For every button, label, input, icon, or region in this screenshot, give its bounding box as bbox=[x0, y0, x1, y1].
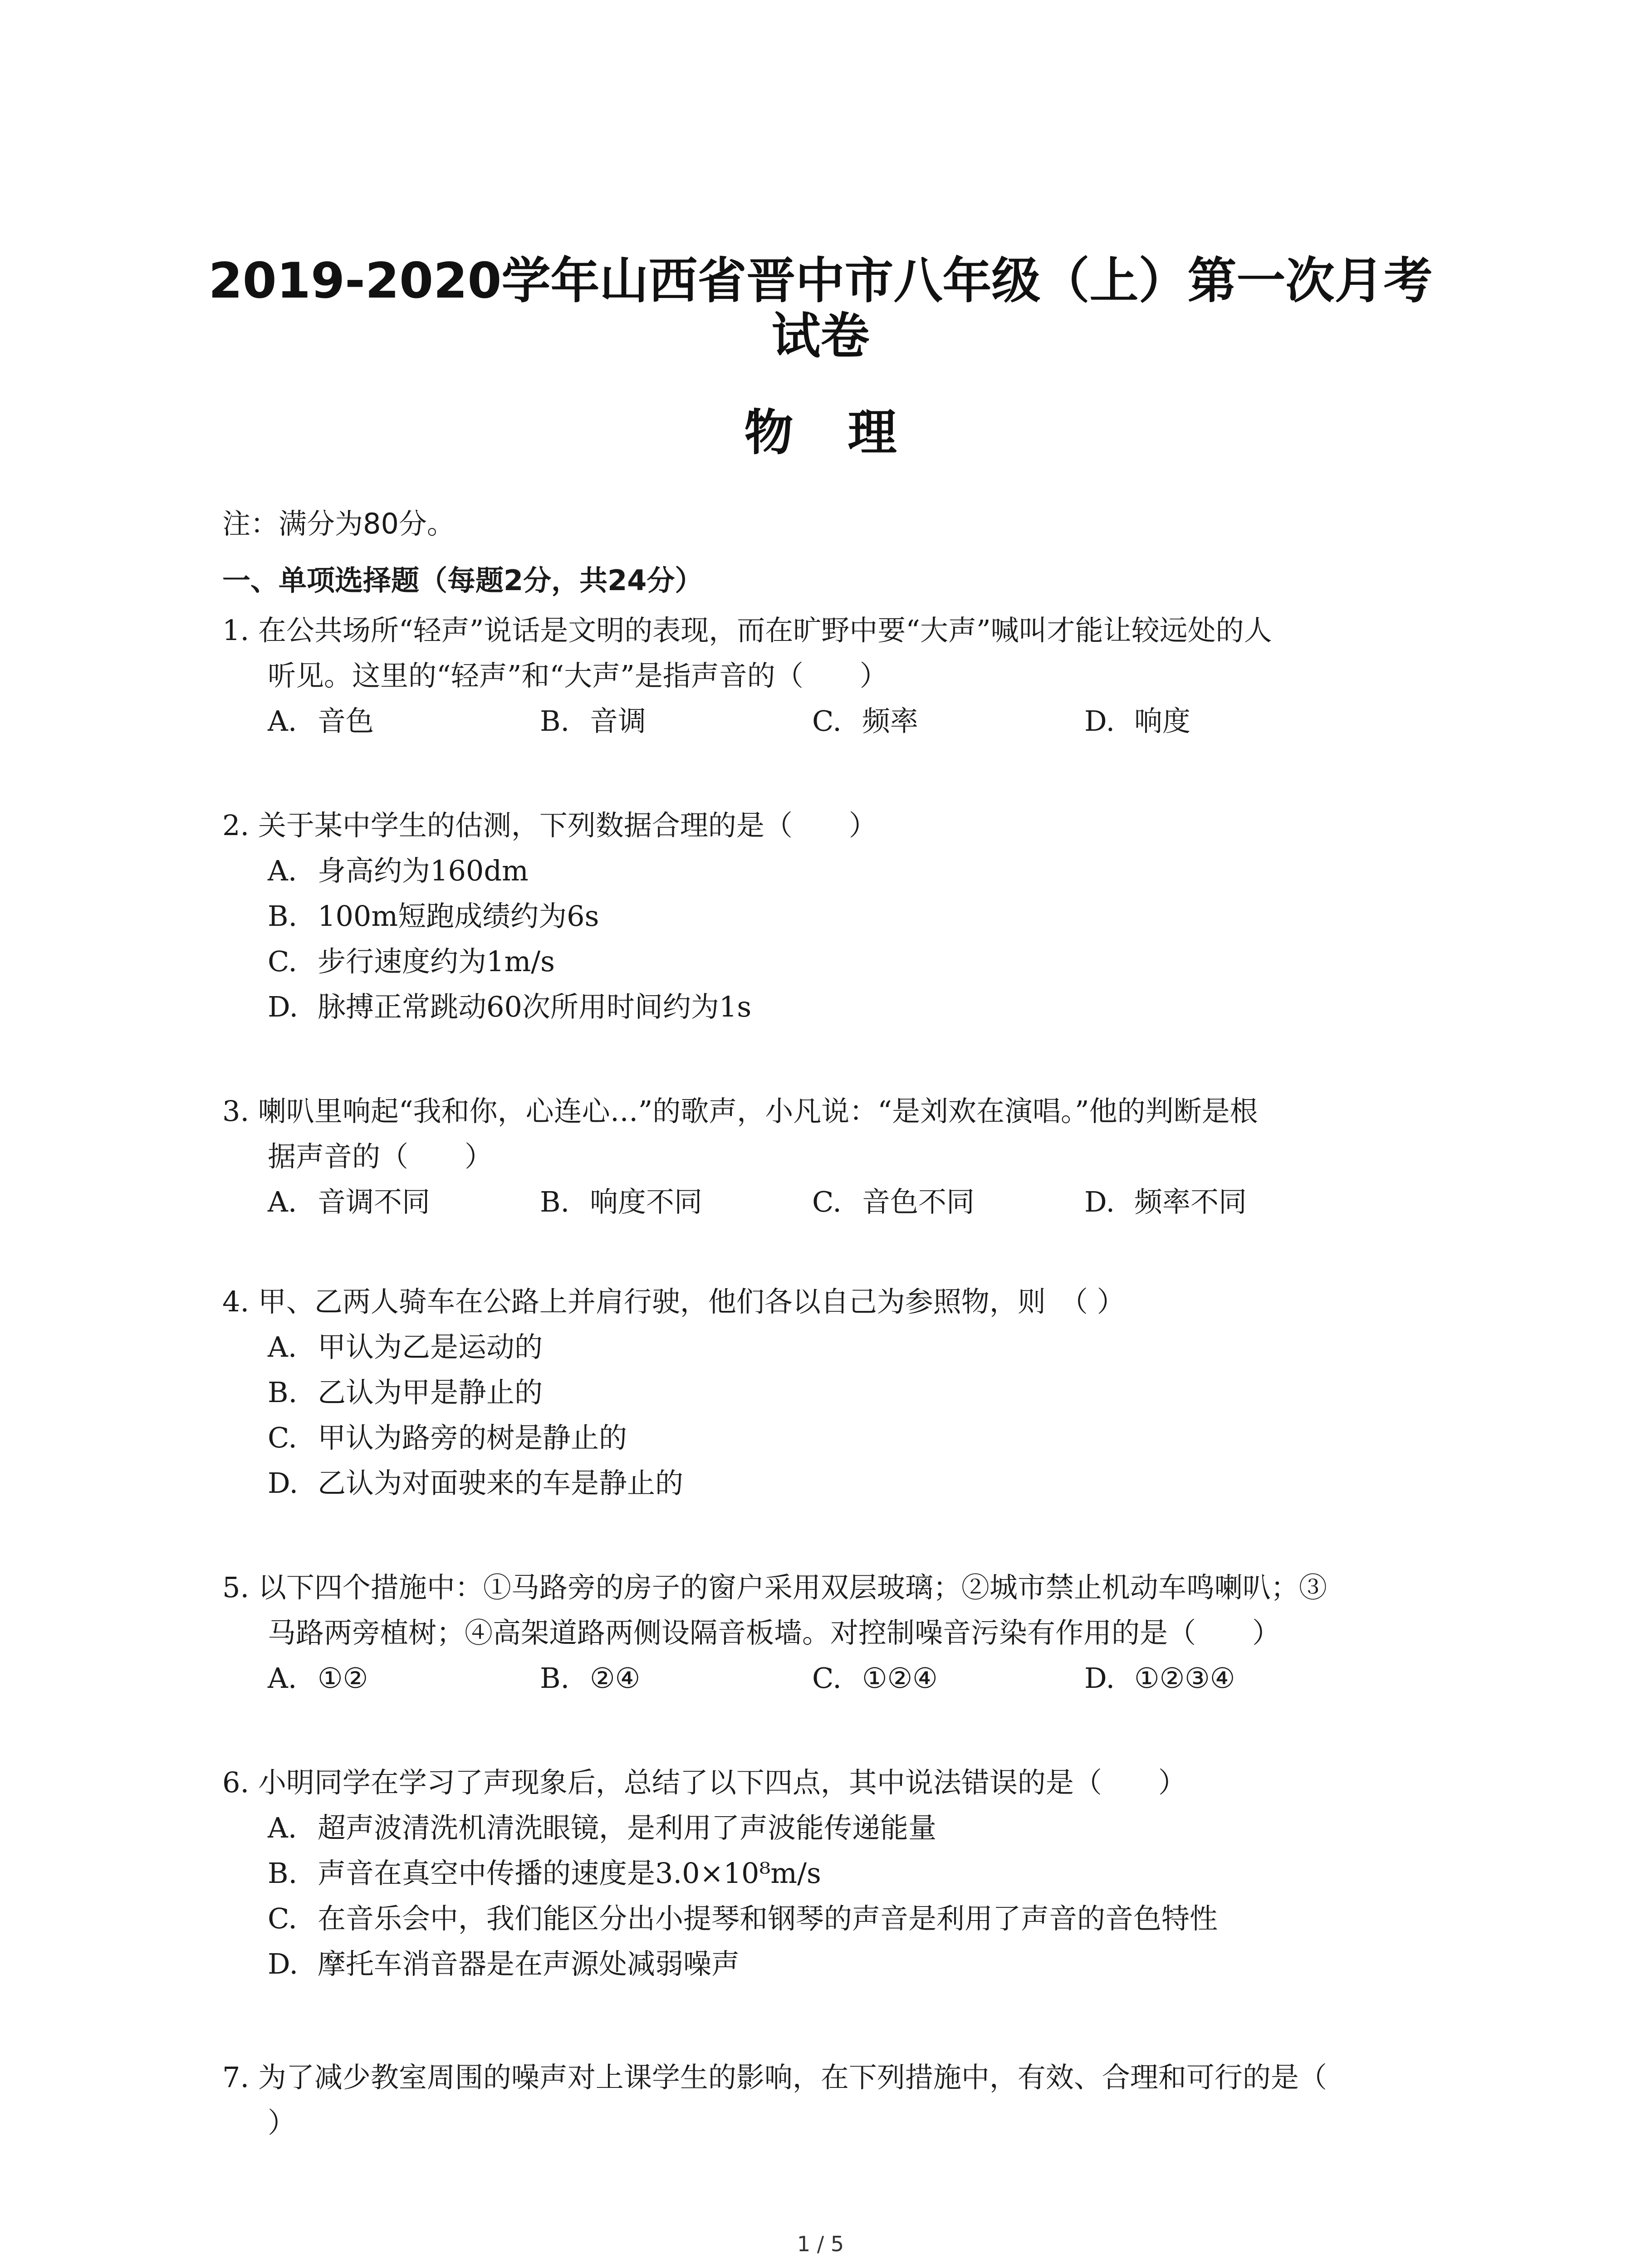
option-a: A. 身高约为160dm bbox=[268, 854, 529, 887]
exam-title-line-2: 试卷 bbox=[771, 308, 870, 365]
question-stem bbox=[222, 1760, 1438, 1805]
option-b: B. 100m短跑成绩约为6s bbox=[268, 899, 599, 933]
question-stem-line: 听见。这里的“轻声”和“大声”是指声音的（ ） bbox=[268, 659, 888, 692]
option-c: C. 甲认为路旁的树是静止的 bbox=[268, 1421, 627, 1454]
question-7 bbox=[222, 2055, 1438, 2146]
subject-title: 物理 bbox=[744, 405, 951, 461]
option-a: A. ①② bbox=[268, 1662, 368, 1695]
question-stem bbox=[222, 1279, 1438, 1325]
option-a: A. 音调不同 bbox=[268, 1185, 431, 1218]
page-indicator: 1 / 5 bbox=[797, 2232, 844, 2256]
question-stem-line: 甲、乙两人骑车在公路上并肩行驶，他们各以自己为参照物，则 （ ） bbox=[258, 1285, 1125, 1318]
question-stem bbox=[222, 608, 1438, 653]
question-stem-line: 为了减少教室周围的噪声对上课学生的影响，在下列措施中，有效、合理和可行的是（ bbox=[258, 2061, 1327, 2094]
option-a: A. 超声波清洗机清洗眼镜，是利用了声波能传递能量 bbox=[268, 1811, 937, 1844]
question-stem-line: 小明同学在学习了声现象后，总结了以下四点，其中说法错误的是（ ） bbox=[258, 1766, 1186, 1799]
option-b: B. 音调 bbox=[540, 704, 647, 738]
option-c: C. 频率 bbox=[812, 704, 919, 738]
question-3 bbox=[222, 1089, 1438, 1225]
question-2 bbox=[222, 803, 1438, 1030]
option-c: C. ①②④ bbox=[812, 1662, 938, 1695]
options-row bbox=[222, 699, 1438, 744]
option-b: B. 响度不同 bbox=[540, 1185, 703, 1218]
question-number: 7. bbox=[222, 2061, 250, 2094]
option-b: B. 声音在真空中传播的速度是3.0×10⁸m/s bbox=[268, 1857, 821, 1890]
score-note: 注：满分为80分。 bbox=[222, 507, 455, 540]
question-4 bbox=[222, 1279, 1438, 1506]
options-row bbox=[222, 1179, 1438, 1225]
option-c: C. 步行速度约为1m/s bbox=[268, 945, 555, 978]
question-stem-line: ） bbox=[268, 2106, 296, 2139]
question-1 bbox=[222, 608, 1438, 744]
question-number: 4. bbox=[222, 1285, 250, 1318]
option-c: C. 在音乐会中，我们能区分出小提琴和钢琴的声音是利用了声音的音色特性 bbox=[268, 1902, 1218, 1935]
question-6 bbox=[222, 1760, 1438, 1987]
option-b: B. ②④ bbox=[540, 1662, 641, 1695]
option-a: A. 甲认为乙是运动的 bbox=[268, 1330, 543, 1364]
question-stem-line: 据声音的（ ） bbox=[268, 1140, 493, 1173]
option-d: D. 脉搏正常跳动60次所用时间约为1s bbox=[268, 990, 752, 1023]
question-stem-line: 喇叭里响起“我和你，心连心…”的歌声，小凡说：“是刘欢在演唱。”他的判断是根 bbox=[258, 1095, 1258, 1128]
question-stem bbox=[222, 2055, 1438, 2100]
option-d: D. 响度 bbox=[1084, 704, 1191, 738]
question-number: 2. bbox=[222, 809, 250, 842]
question-stem-line: 以下四个措施中：①马路旁的房子的窗户采用双层玻璃；②城市禁止机动车鸣喇叭；③ bbox=[258, 1571, 1327, 1604]
option-d: D. 频率不同 bbox=[1084, 1185, 1247, 1218]
question-stem bbox=[222, 803, 1438, 848]
question-stem-line: 马路两旁植树；④高架道路两侧设隔音板墙。对控制噪音污染有作用的是（ ） bbox=[268, 1616, 1281, 1649]
section-heading: 一、单项选择题（每题2分，共24分） bbox=[222, 564, 703, 597]
option-d: D. 摩托车消音器是在声源处减弱噪声 bbox=[268, 1947, 740, 1980]
question-number: 6. bbox=[222, 1766, 250, 1799]
option-d: D. 乙认为对面驶来的车是静止的 bbox=[268, 1466, 684, 1500]
question-stem-line: 在公共场所“轻声”说话是文明的表现，而在旷野中要“大声”喊叫才能让较远处的人 bbox=[258, 614, 1272, 647]
option-a: A. 音色 bbox=[268, 704, 374, 738]
option-d: D. ①②③④ bbox=[1084, 1662, 1235, 1695]
question-number: 1. bbox=[222, 614, 250, 647]
option-c: C. 音色不同 bbox=[812, 1185, 975, 1218]
exam-title-line-1: 2019-2020学年山西省晋中市八年级（上）第一次月考 bbox=[208, 253, 1433, 309]
question-5 bbox=[222, 1565, 1438, 1701]
question-stem bbox=[222, 1089, 1438, 1134]
option-b: B. 乙认为甲是静止的 bbox=[268, 1376, 543, 1409]
question-number: 5. bbox=[222, 1571, 250, 1604]
options-row bbox=[222, 1656, 1438, 1701]
question-number: 3. bbox=[222, 1095, 250, 1128]
question-stem-line: 关于某中学生的估测，下列数据合理的是（ ） bbox=[258, 809, 877, 842]
question-stem bbox=[222, 1565, 1438, 1610]
